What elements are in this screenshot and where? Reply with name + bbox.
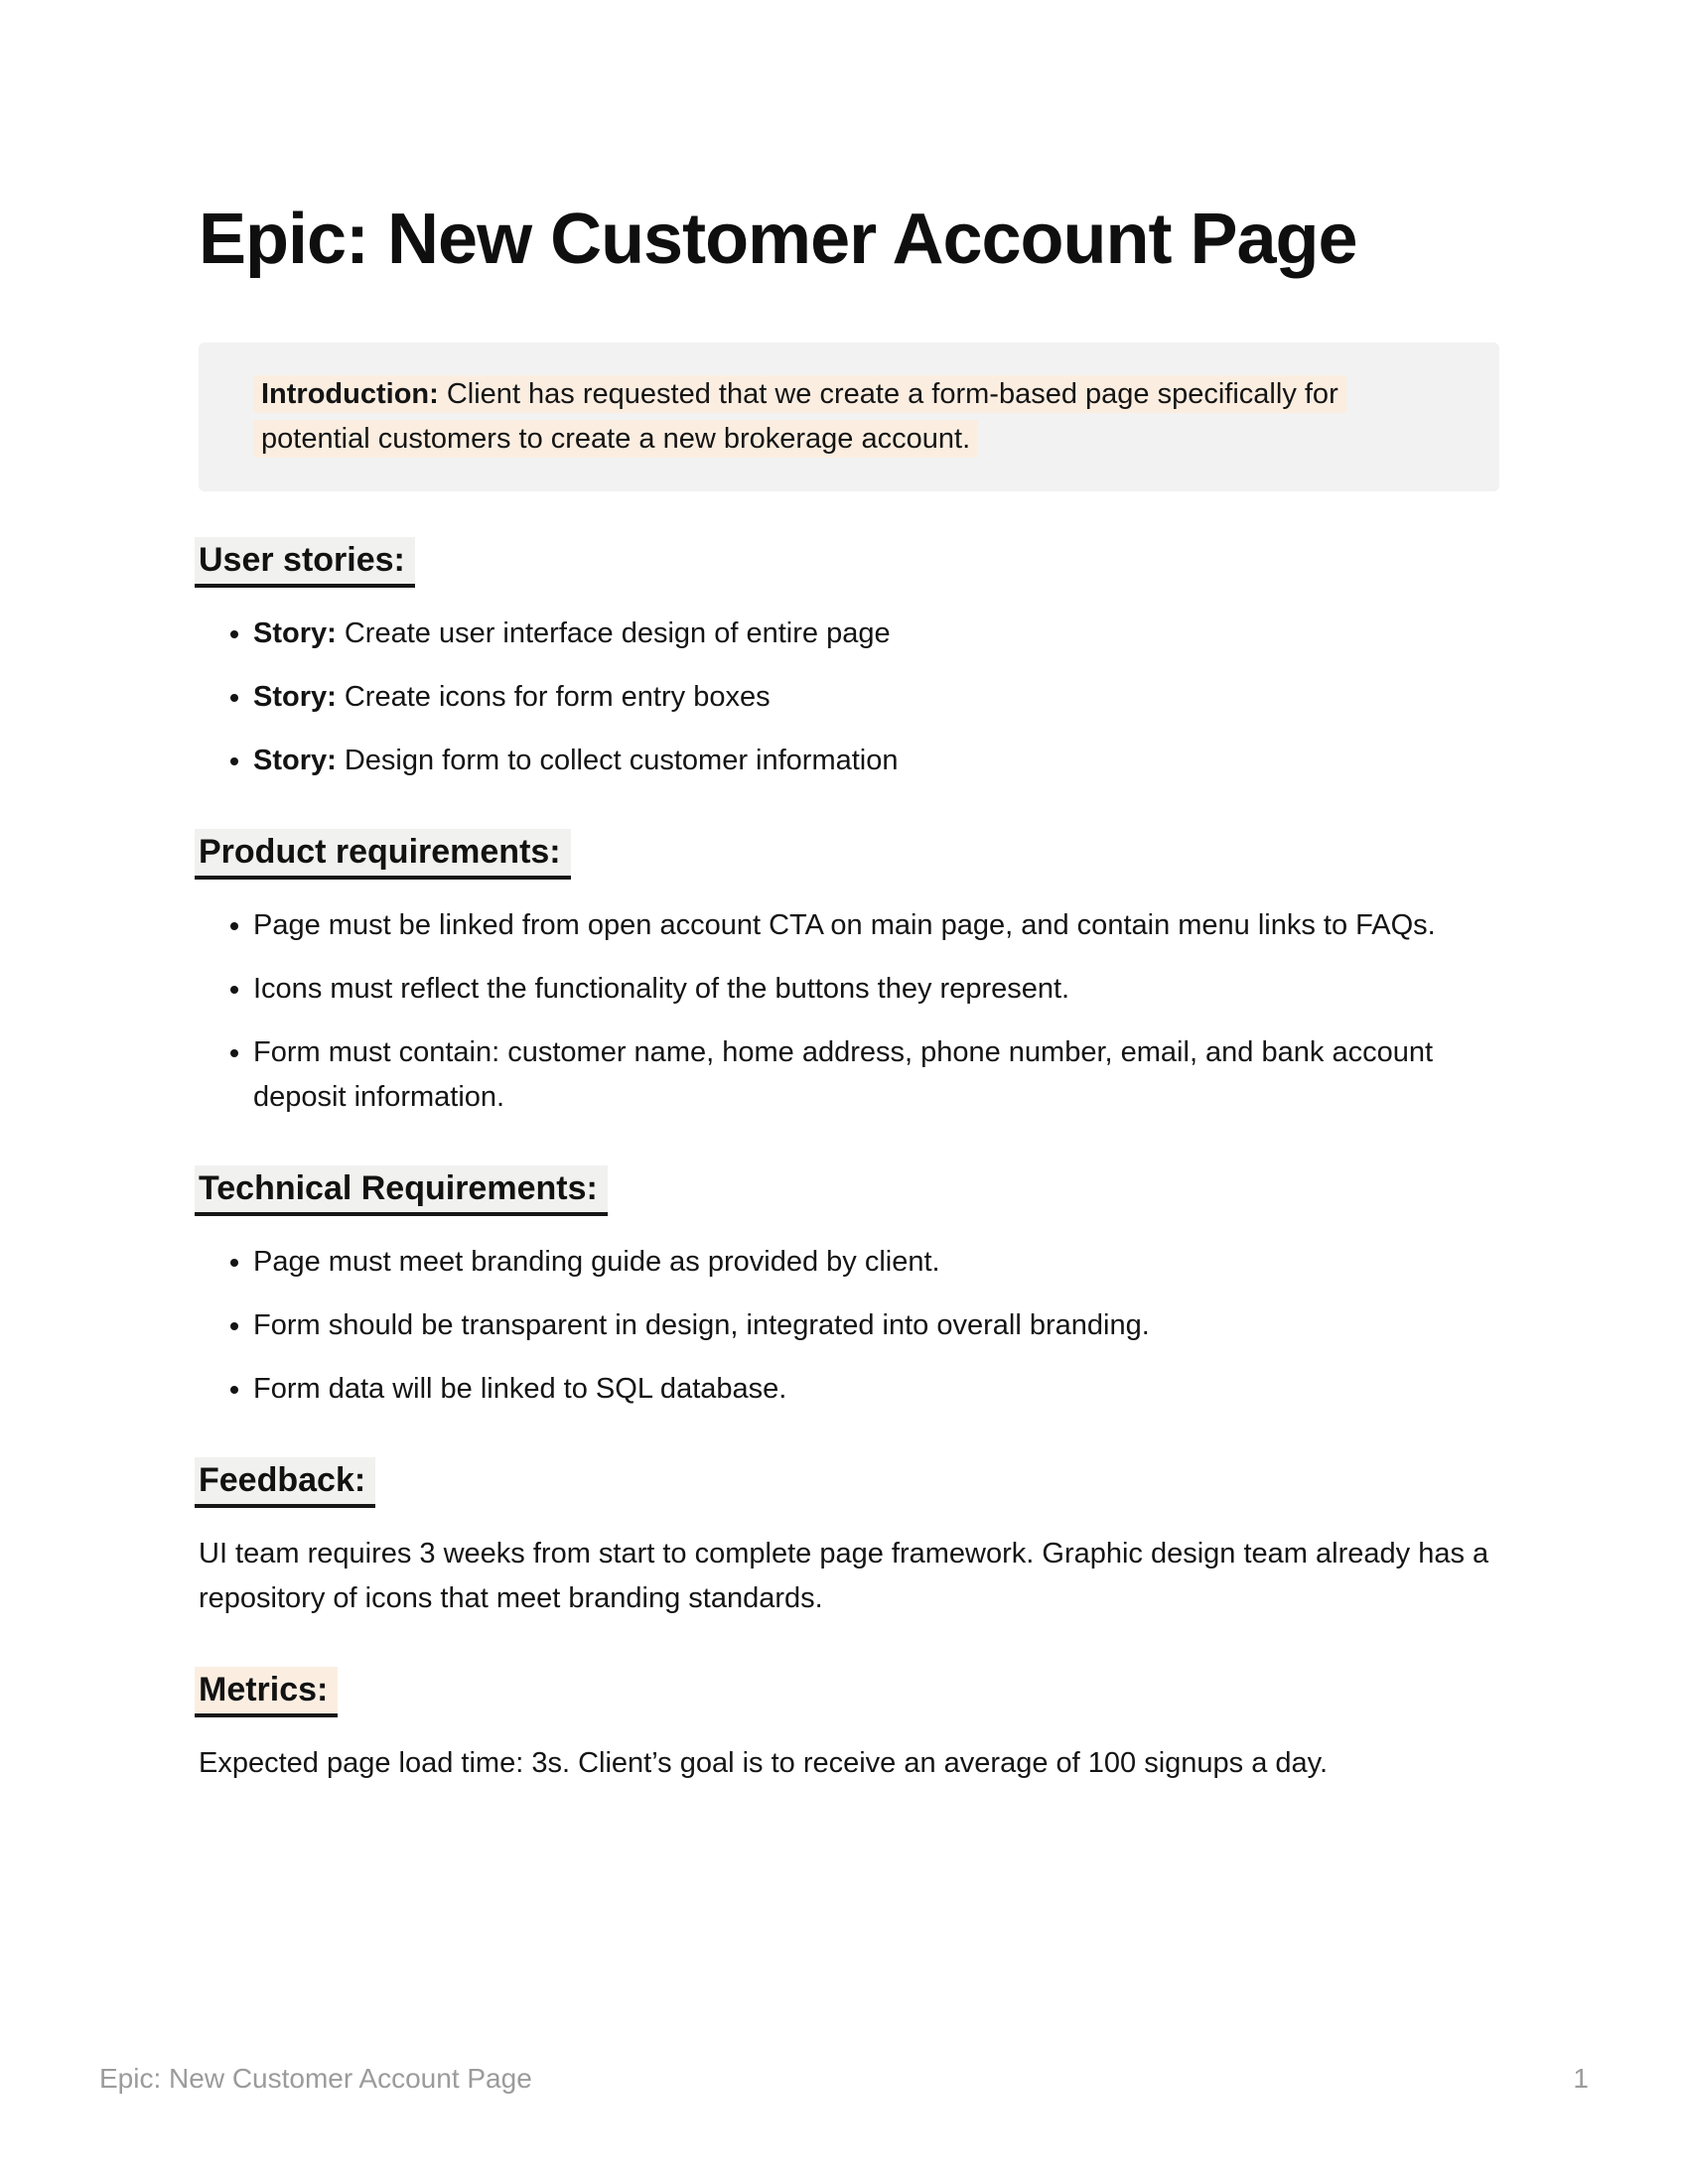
- list-item: • Story: Design form to collect customer information: [253, 739, 1489, 783]
- footer-document-title: Epic: New Customer Account Page: [99, 2063, 532, 2094]
- introduction-highlight: [253, 375, 1346, 458]
- heading-feedback: Feedback:: [199, 1457, 1489, 1508]
- list-item: • Icons must reflect the functionality of the buttons they represent.: [253, 967, 1489, 1012]
- feedback-paragraph: UI team requires 3 weeks from start to complete page framework. Graphic design team already has a repository of icons that meet branding standards.: [199, 1537, 1489, 1614]
- list-item: • Story: Create icons for form entry boxes: [253, 675, 1489, 720]
- list-item: • Story: Create user interface design of entire page: [253, 612, 1489, 656]
- footer-page-number: 1: [1573, 2063, 1589, 2094]
- heading-technical-requirements: Technical Requirements:: [199, 1165, 1489, 1216]
- heading-user-stories: User stories:: [199, 537, 1489, 588]
- list-item: • Page must be linked from open account CTA on main page, and contain menu links to FAQs.: [253, 903, 1489, 948]
- page-footer: [99, 2063, 1589, 2095]
- product-requirements-list: [199, 903, 1489, 1120]
- list-item: • Form data will be linked to SQL database.: [253, 1367, 1489, 1412]
- page-title: Epic: New Customer Account Page: [199, 200, 1357, 279]
- list-item: • Form should be transparent in design, integrated into overall branding.: [253, 1303, 1489, 1348]
- heading-metrics: Metrics:: [199, 1667, 1489, 1717]
- list-item: • Page must meet branding guide as provided by client.: [253, 1240, 1489, 1285]
- technical-requirements-list: [199, 1240, 1489, 1412]
- metrics-paragraph: Expected page load time: 3s. Client’s goal is to receive an average of 100 signups a day.: [199, 1746, 1329, 1779]
- introduction-paragraph: [253, 372, 1440, 462]
- list-item: • Form must contain: customer name, home address, phone number, email, and bank account deposit information.: [253, 1030, 1489, 1120]
- heading-product-requirements: Product requirements:: [199, 829, 1489, 880]
- introduction-callout: [199, 342, 1499, 491]
- introduction-label: Introduction:: [261, 377, 439, 410]
- introduction-text: Client has requested that we create a form-based page specifically for potential customers to create a new brokerage account.: [261, 377, 1338, 455]
- document-content: [199, 199, 1489, 1786]
- user-stories-list: [199, 612, 1489, 783]
